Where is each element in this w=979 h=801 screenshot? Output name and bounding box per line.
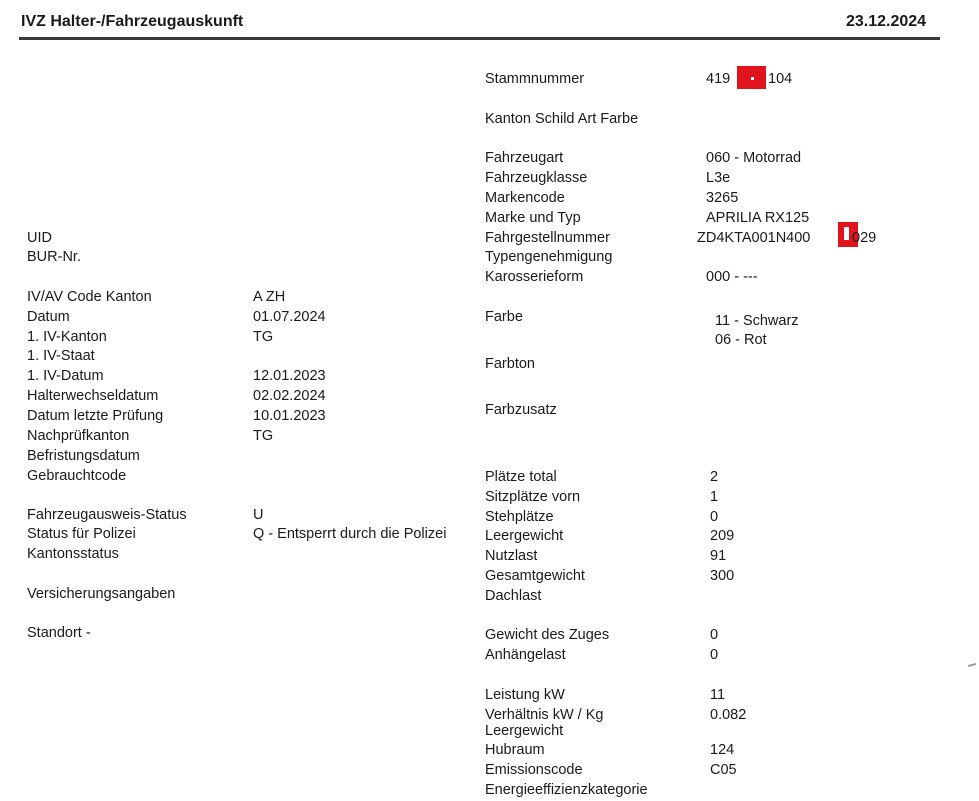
label-nachpruefkanton: Nachprüfkanton [27, 428, 130, 444]
document-title: IVZ Halter-/Fahrzeugauskunft [21, 13, 244, 30]
label-verhaeltnis-leergewicht: Leergewicht [485, 723, 564, 739]
value-fahrgestellnummer: ZD4KTA001N400 [697, 230, 811, 246]
value-karosserieform: 000 - --- [706, 269, 758, 285]
label-bur-nr: BUR-Nr. [27, 249, 81, 265]
label-markencode: Markencode [485, 190, 565, 206]
redaction-speck [844, 227, 849, 240]
label-leergewicht: Leergewicht [485, 528, 564, 544]
label-energieeffizienzkategorie: Energieeffizienzkategorie [485, 782, 648, 798]
value-datum-letzte-pruefung: 10.01.2023 [253, 408, 326, 424]
value-hubraum: 124 [710, 742, 735, 758]
value-leistung-kw: 11 [710, 687, 726, 703]
value-sitzplaetze-vorn: 1 [710, 489, 719, 505]
value-gewicht-des-zuges: 0 [710, 627, 719, 643]
label-1-iv-datum: 1. IV-Datum [27, 368, 104, 384]
value-stammnummer: 419 [706, 71, 731, 87]
label-1-iv-kanton: 1. IV-Kanton [27, 329, 107, 345]
value-emissionscode: C05 [710, 762, 737, 778]
label-versicherungsangaben: Versicherungsangaben [27, 586, 176, 602]
value-nutzlast: 91 [710, 548, 727, 564]
label-marke-und-typ: Marke und Typ [485, 210, 581, 226]
label-sitzplaetze-vorn: Sitzplätze vorn [485, 489, 581, 505]
label-datum: Datum [27, 309, 70, 325]
scan-speck [968, 663, 976, 667]
label-fahrzeugausweis-status: Fahrzeugausweis-Status [27, 507, 187, 523]
label-karosserieform: Karosserieform [485, 269, 584, 285]
redaction-speck [751, 77, 754, 80]
label-1-iv-staat: 1. IV-Staat [27, 348, 95, 364]
label-gesamtgewicht: Gesamtgewicht [485, 568, 585, 584]
label-farbzusatz: Farbzusatz [485, 402, 557, 418]
value-datum: 01.07.2024 [253, 309, 326, 325]
value-nachpruefkanton: TG [253, 428, 274, 444]
value-plaetze-total: 2 [710, 469, 719, 485]
label-uid: UID [27, 230, 52, 246]
label-halterwechseldatum: Halterwechseldatum [27, 388, 159, 404]
label-stammnummer: Stammnummer [485, 71, 585, 87]
label-dachlast: Dachlast [485, 588, 542, 604]
value-1-iv-datum: 12.01.2023 [253, 368, 326, 384]
label-leistung-kw: Leistung kW [485, 687, 565, 703]
label-anhaengelast: Anhängelast [485, 647, 566, 663]
value-markencode: 3265 [706, 190, 739, 206]
value-fahrgestellnummer-suffix: 029 [852, 230, 877, 246]
value-stehplaetze: 0 [710, 509, 719, 525]
label-fahrzeugklasse: Fahrzeugklasse [485, 170, 588, 186]
label-farbe: Farbe [485, 309, 523, 325]
label-verhaeltnis-kw-kg: Verhältnis kW / Kg [485, 707, 604, 723]
value-1-iv-kanton: TG [253, 329, 274, 345]
label-nutzlast: Nutzlast [485, 548, 538, 564]
value-anhaengelast: 0 [710, 647, 719, 663]
value-farbe-2: 06 - Rot [715, 332, 767, 348]
redaction-block [737, 66, 766, 89]
label-gebrauchtcode: Gebrauchtcode [27, 468, 127, 484]
label-datum-letzte-pruefung: Datum letzte Prüfung [27, 408, 164, 424]
label-fahrgestellnummer: Fahrgestellnummer [485, 230, 610, 246]
value-gesamtgewicht: 300 [710, 568, 735, 584]
label-stehplaetze: Stehplätze [485, 509, 554, 525]
label-farbton: Farbton [485, 356, 535, 372]
label-emissionscode: Emissionscode [485, 762, 583, 778]
value-fahrzeugklasse: L3e [706, 170, 731, 186]
value-halterwechseldatum: 02.02.2024 [253, 388, 326, 404]
header-divider [19, 37, 940, 40]
label-kantonsstatus: Kantonsstatus [27, 546, 119, 562]
label-fahrzeugart: Fahrzeugart [485, 150, 564, 166]
value-verhaeltnis-kw-kg: 0.082 [710, 707, 747, 723]
value-status-fuer-polizei: Q - Entsperrt durch die Polizei [253, 526, 447, 542]
label-hubraum: Hubraum [485, 742, 545, 758]
document-date: 23.12.2024 [846, 13, 927, 30]
label-iv-av-code-kanton: IV/AV Code Kanton [27, 289, 152, 305]
label-befristungsdatum: Befristungsdatum [27, 448, 140, 464]
value-iv-av-code-kanton: A ZH [253, 289, 286, 305]
label-typengenehmigung: Typengenehmigung [485, 249, 613, 265]
value-leergewicht: 209 [710, 528, 735, 544]
label-plaetze-total: Plätze total [485, 469, 557, 485]
label-standort: Standort - [27, 625, 91, 641]
value-fahrzeugausweis-status: U [253, 507, 264, 523]
value-stammnummer-suffix: 104 [768, 71, 793, 87]
label-kanton-schild-art-farbe: Kanton Schild Art Farbe [485, 111, 639, 127]
label-status-fuer-polizei: Status für Polizei [27, 526, 136, 542]
value-farbe-1: 11 - Schwarz [715, 313, 799, 329]
label-gewicht-des-zuges: Gewicht des Zuges [485, 627, 610, 643]
value-marke-und-typ: APRILIA RX125 [706, 210, 810, 226]
value-fahrzeugart: 060 - Motorrad [706, 150, 802, 166]
